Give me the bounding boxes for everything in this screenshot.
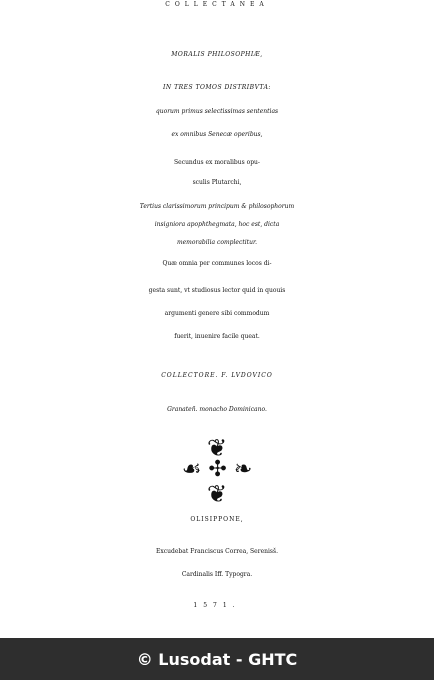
- imprint-year: 1571.: [193, 602, 241, 609]
- description-line-3: Secundus ex moralibus opu-: [174, 159, 260, 166]
- imprint-printer: Excudebat Franciscus Correa, Serenisš.: [156, 548, 278, 555]
- title-collectanea: COLLECTANEA: [165, 1, 269, 8]
- summary-line-3: argumenti genere sibi commodum: [164, 310, 270, 317]
- imprint-printer-title: Cardinalis Iff. Typogra.: [181, 571, 253, 578]
- description-line-5: Tertius clarissimorum principum & philosophorum: [139, 203, 295, 210]
- description-line-7: memorabilia complectitur.: [176, 239, 258, 246]
- description-line-4: sculis Plutarchi,: [192, 179, 242, 186]
- copyright-footer: [0, 638, 434, 680]
- description-line-1: quorum primus selectissimas sententias: [155, 108, 279, 115]
- subtitle-in-tres-tomos: IN TRES TOMOS DISTRIBVTA:: [163, 84, 271, 91]
- summary-line-2: gesta sunt, vt studiosus lector quid in quouis: [148, 287, 286, 294]
- fleuron-ornament-bottom: ❦: [206, 480, 228, 508]
- fleuron-ornament-top: ❦: [206, 434, 228, 462]
- description-line-6: insigniora apophthegmata, hoc est, dicta: [154, 221, 280, 228]
- description-line-2: ex omnibus Senecæ operibus,: [171, 131, 263, 138]
- collector-affiliation: Granateñ. monacho Dominicano.: [167, 406, 267, 413]
- collector-name: COLLECTORE. F. LVDOVICO: [161, 372, 273, 379]
- fleuron-ornament-middle: ☙ ✣ ❧: [181, 457, 253, 482]
- summary-line-1: Quæ omnia per communes locos di-: [162, 260, 272, 267]
- imprint-city: OLISIPPONE,: [190, 516, 244, 523]
- title-moralis-philosophiae: MORALIS PHILOSOPHIÆ,: [171, 51, 263, 58]
- copyright-credit: © Lusodat - GHTC: [136, 649, 298, 669]
- summary-line-4: fuerit, inuenire facile queat.: [174, 333, 260, 340]
